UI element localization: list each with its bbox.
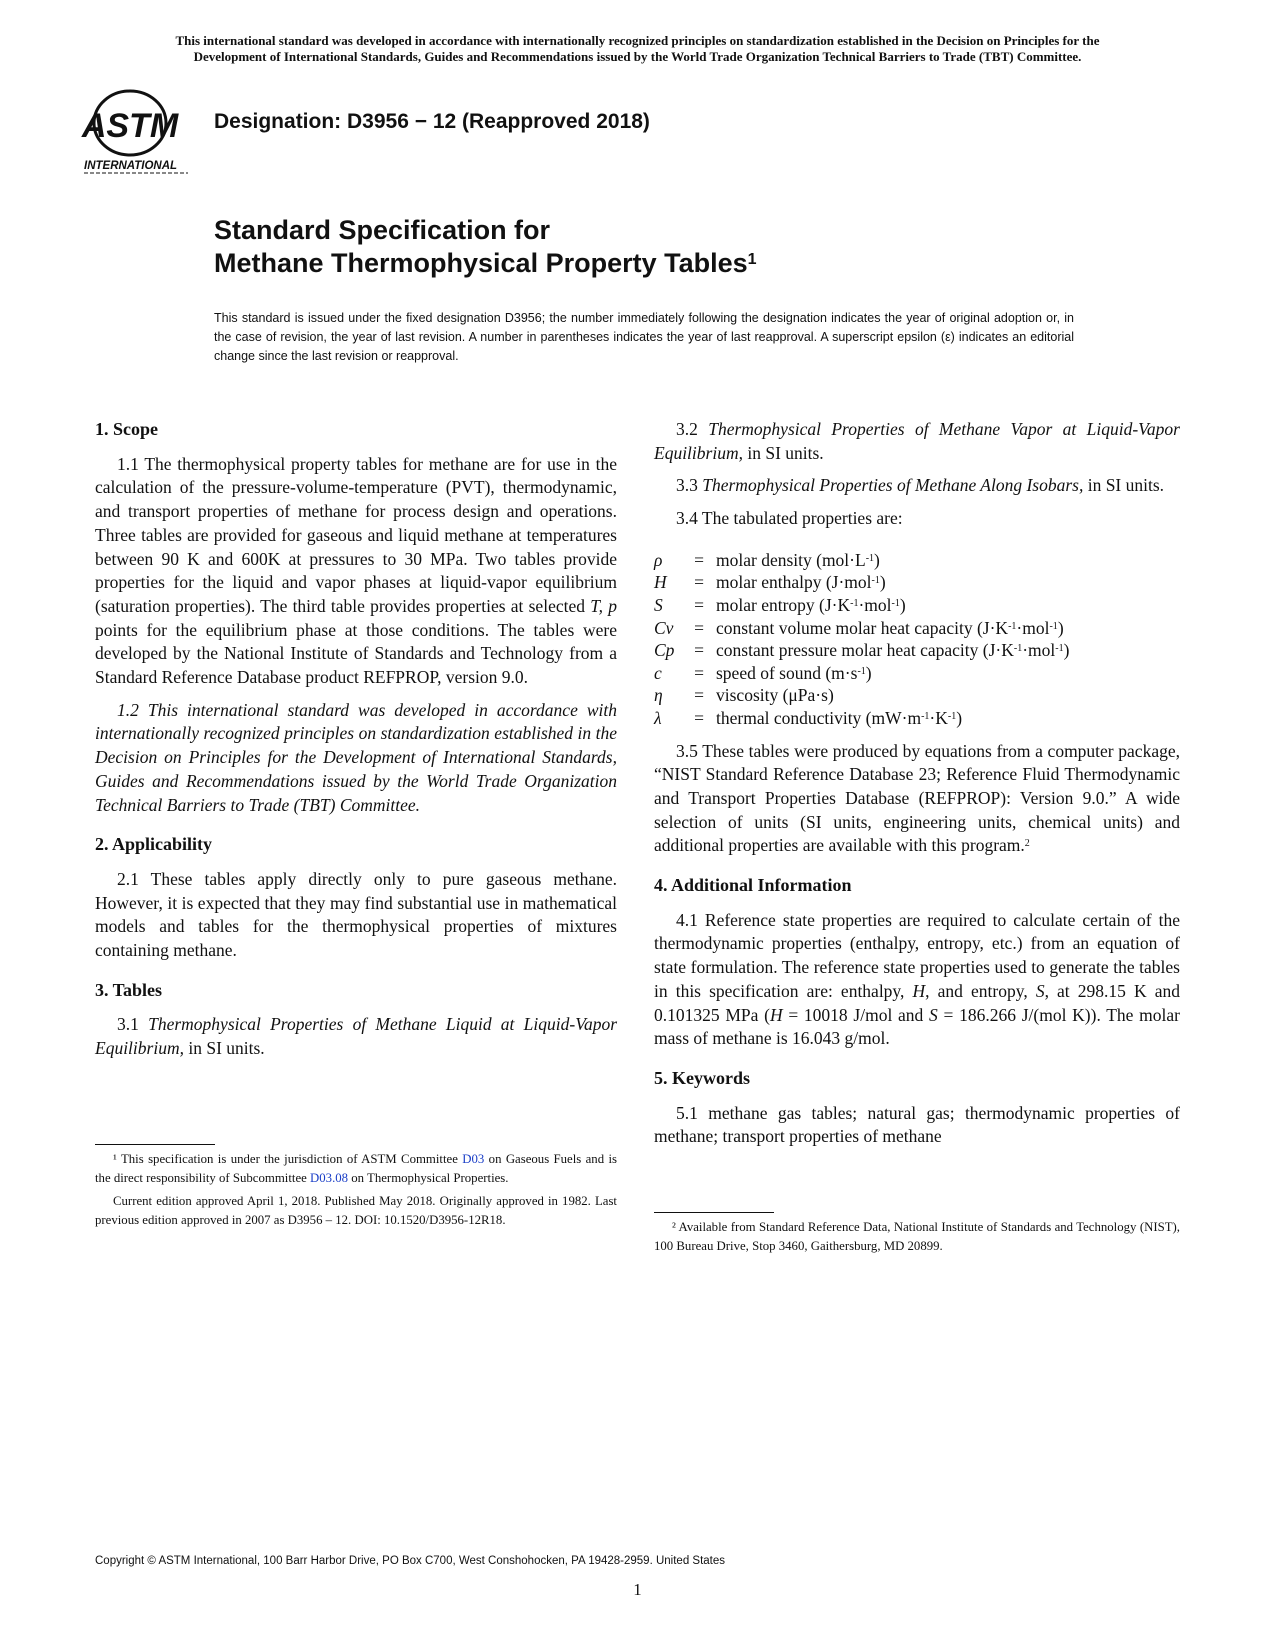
right-column: [654, 418, 1180, 1158]
issue-note: This standard is issued under the fixed designation D3956; the number immediately following the designation indicates the year of original adoption or, in the case of revision, the year of last revision. A number in parentheses indicates the year of last reapproval. A superscript epsilon (ε) indicates an editorial change since the last revision or reapproval.: [214, 311, 1074, 363]
paragraph-3-2: 3.2 Thermophysical Properties of Methane Vapor at Liquid-Vapor Equilibrium, in SI units.: [654, 419, 1180, 463]
section-heading-keywords: 5. Keywords: [654, 1068, 750, 1088]
footnote-1-para-2: Current edition approved April 1, 2018. Published May 2018. Originally approved in 1982. Last previous edition approved in 2007 as D3956 – 12. DOI: 10.1520/D3956-12R18.: [95, 1194, 617, 1227]
designation: Designation: D3956 − 12 (Reapproved 2018): [214, 110, 650, 133]
svg-text:ASTM: ASTM: [81, 107, 179, 145]
property-row: S = molar entropy $(J\cdot K^{-1}\cdot mol^{-1})$: [654, 595, 906, 615]
property-row: η = viscosity (μPa·s): [654, 685, 834, 706]
paragraph-4-1: 4.1 Reference state properties are required to calculate certain of the thermodynamic properties (enthalpy, entropy, etc.) from an equation of state formulation. The reference state properties used to generate the tables in this specification are: enthalpy, H, and entropy, S, at 298.15 K and 0.101325 MPa (H = 10018 J/mol and S = 186.266 J/(mol K)). The molar mass of methane is 16.043 g/mol.: [654, 909, 1180, 1049]
notice-line-1: This international standard was developed in accordance with internationally recognized principles on standardization established in the Decision on Principles for the: [175, 33, 1100, 48]
paragraph-1-1: 1.1 The thermophysical property tables for methane are for use in the calculation of the pressure-volume-temperature (PVT), thermodynamic, and transport properties of methane for process design and operations. Three tables are provided for gaseous and liquid methane at temperatures between 90 K and 600K at pressures to 30 MPa. Two tables provide properties for the liquid and vapor phases at liquid-vapor equilibrium (saturation properties). The third table provides properties at selected T, p points for the equilibrium phase at those conditions. The tables were developed by the National Institute of Standards and Technology from a Standard Reference Database product REFPROP, version 9.0.: [95, 453, 617, 688]
property-row: H = molar enthalpy (J·mol$^{-1}$): [654, 572, 886, 593]
committee-link[interactable]: D03: [462, 1152, 485, 1166]
title-line-2: Methane Thermophysical Property Tables: [214, 248, 748, 278]
title-line-1: Standard Specification for: [214, 215, 551, 245]
property-row: ρ = molar density $(mol\cdot L^{-1})$: [654, 549, 880, 570]
section-heading-scope: 1. Scope: [95, 419, 158, 439]
footnote-rule-right: [654, 1212, 774, 1213]
footnote-2-text: ² Available from Standard Reference Data, National Institute of Standards and Technology (NIST), 100 Bureau Drive, Stop 3460, Gaithersburg, MD 20899.: [654, 1220, 1180, 1253]
document-title: [214, 214, 757, 280]
section-heading-applicability: 2. Applicability: [95, 834, 213, 855]
copyright-line: Copyright © ASTM International, 100 Barr Harbor Drive, PO Box C700, West Conshohocken, PA 19428-2959. United States: [95, 1555, 726, 1567]
footnote-2: [654, 1218, 1180, 1260]
international-notice: [80, 33, 1195, 65]
property-symbol-list: [654, 549, 1180, 730]
property-row: c = speed of sound $(m\cdot s^{-1})$: [654, 662, 872, 683]
section-heading-additional-information: 4. Additional Information: [654, 875, 852, 896]
paragraph-5-1: 5.1 methane gas tables; natural gas; thermodynamic properties of methane; transport properties of methane: [654, 1102, 1180, 1147]
paragraph-1-2: 1.2 This international standard was developed in accordance with internationally recognized principles on standardization established in the Decision on Principles for the Development of International Standards, Guides and Recommendations issued by the World Trade Organization Technical Barriers to Trade (TBT) Committee.: [95, 699, 617, 815]
subcommittee-link[interactable]: D03.08: [310, 1171, 349, 1185]
property-row: Cv = constant volume molar heat capacity $(J\cdot K^{-1}\cdot mol^{-1})$: [654, 617, 1064, 638]
astm-logo: [80, 85, 202, 179]
title-footnote-mark: 1: [747, 251, 757, 268]
paragraph-3-5: 3.5 These tables were produced by equations from a computer package, “NIST Standard Reference Database 23; Reference Fluid Thermodynamic and Transport Properties Database (REFPROP): Version 9.0.” A wide selection of units (SI units, engineering units, chemical units) and additional properties are available with this program.$^2$: [654, 740, 1180, 856]
section-heading-tables: 3. Tables: [95, 979, 163, 1000]
notice-line-2: Development of International Standards, Guides and Recommendations issued by the World Trade Organization Technical Barriers to Trade (TBT) Committee.: [193, 49, 1082, 64]
property-row: λ = thermal conductivity $(mW\cdot m^{-1}\cdot K^{-1})$: [654, 707, 963, 728]
page-number: 1: [633, 1580, 642, 1599]
left-column: [95, 418, 617, 1070]
svg-text:INTERNATIONAL: INTERNATIONAL: [84, 160, 178, 172]
paragraph-3-3: 3.3 Thermophysical Properties of Methane Along Isobars, in SI units.: [676, 475, 1165, 496]
footnote-rule-left: [95, 1144, 215, 1145]
paragraph-3-1: 3.1 Thermophysical Properties of Methane Liquid at Liquid-Vapor Equilibrium, in SI units.: [95, 1014, 617, 1059]
footnote-1-para-1: ¹ This specification is under the jurisdiction of ASTM Committee D03 on Gaseous Fuels and is the direct responsibility of Subcommittee D03.08 on Thermophysical Properties.: [95, 1152, 617, 1185]
footnote-1: [95, 1150, 617, 1234]
paragraph-3-4: 3.4 The tabulated properties are:: [676, 508, 903, 529]
property-row: Cp = constant pressure molar heat capacity $(J\cdot K^{-1}\cdot mol^{-1})$: [654, 640, 1070, 661]
paragraph-2-1: 2.1 These tables apply directly only to pure gaseous methane. However, it is expected that they may find substantial use in mathematical models and tables for the thermophysical properties of mixtures containing methane.: [95, 868, 617, 961]
